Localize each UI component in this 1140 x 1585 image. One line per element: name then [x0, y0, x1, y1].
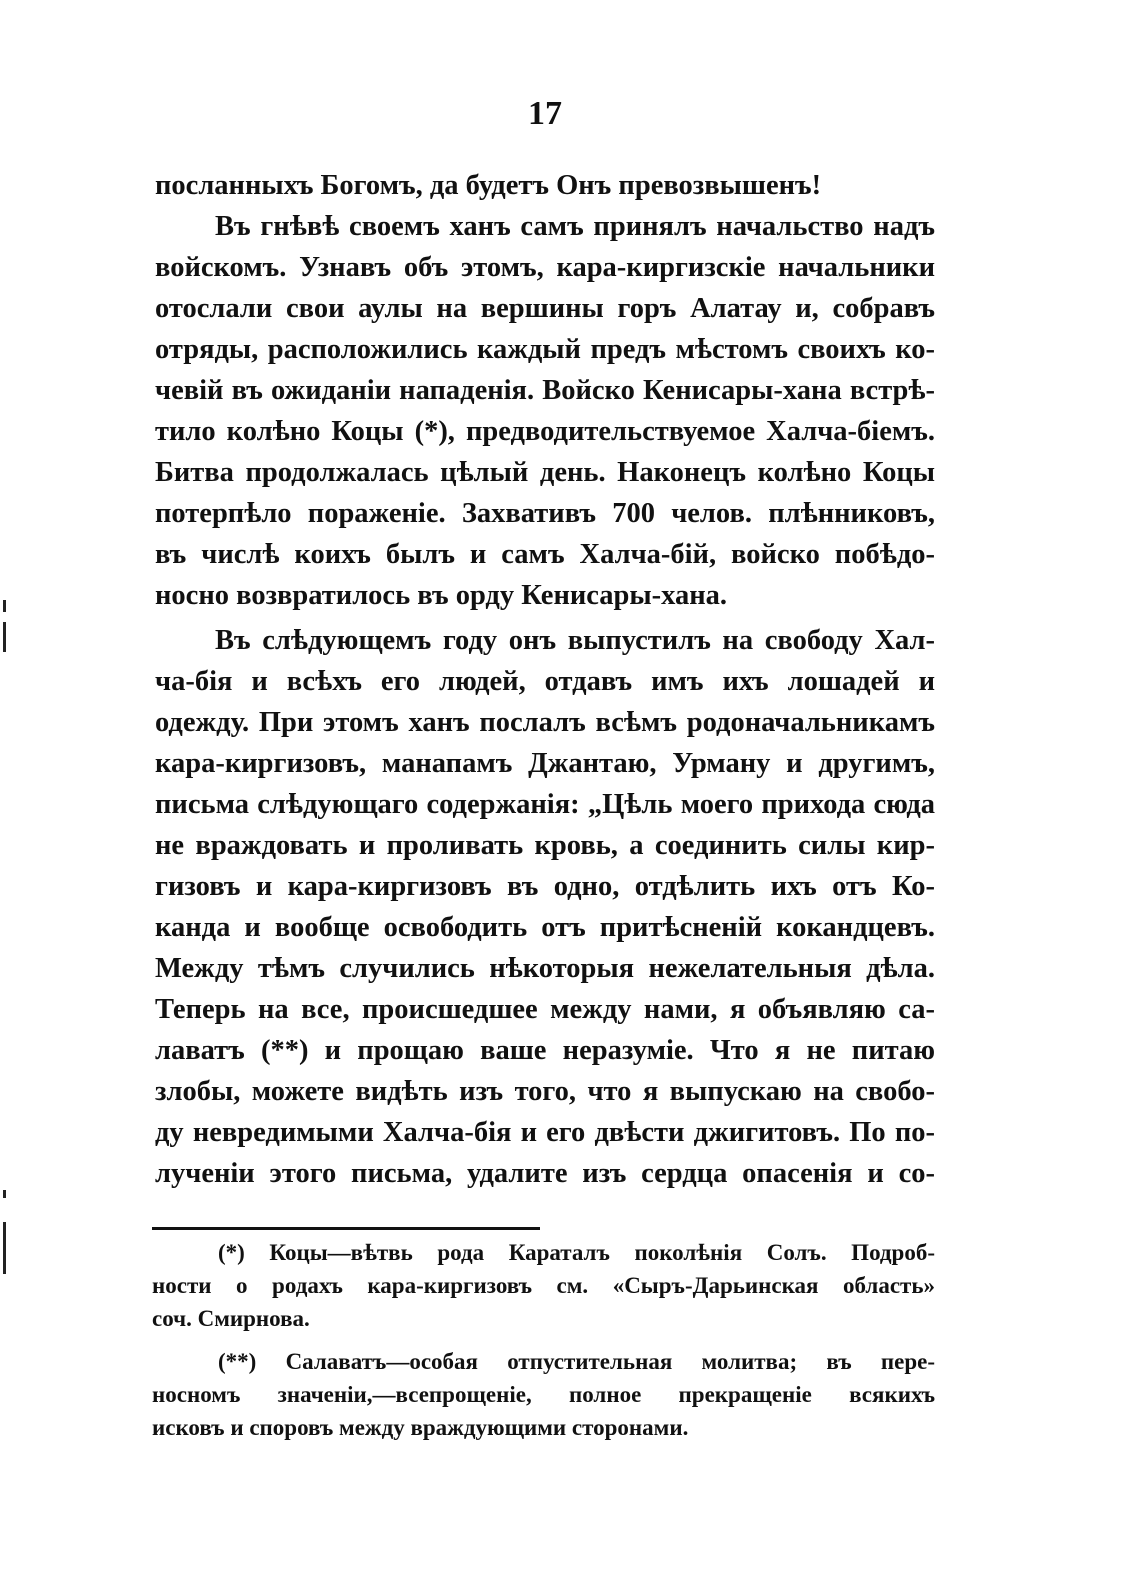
- body-line-1: посланныхъ Богомъ, да будетъ Онъ превозвышенъ!: [155, 170, 822, 201]
- body-line-13: ча-бія и всѣхъ его людей, отдавъ имъ ихъ лошадей и: [155, 666, 935, 697]
- body-line-17: не враждовать и проливать кровь, а соединить силы кир-: [155, 830, 935, 861]
- body-line-7: тило колѣно Коцы (*), предводительствуемое Халча-біемъ.: [155, 416, 935, 447]
- footnote-divider: [152, 1227, 540, 1230]
- body-line-23: злобы, можете видѣть изъ того, что я выпускаю на свобо-: [155, 1076, 935, 1107]
- body-line-16: письма слѣдующаго содержанія: „Цѣль моего прихода сюда: [155, 789, 935, 820]
- scan-margin-mark: [3, 600, 6, 612]
- body-line-6: чевій въ ожиданіи нападенія. Войско Кенисары-хана встрѣ-: [155, 375, 935, 406]
- page-number: 17: [528, 95, 562, 132]
- body-line-8: Битва продолжалась цѣлый день. Наконецъ колѣно Коцы: [155, 457, 935, 488]
- body-line-5: отряды, расположились каждый предъ мѣстомъ своихъ ко-: [155, 334, 935, 365]
- body-line-25: лученіи этого письма, удалите изъ сердца опасенія и со-: [155, 1158, 935, 1189]
- body-line-14: одежду. При этомъ ханъ послалъ всѣмъ родоначальникамъ: [155, 707, 935, 738]
- body-line-18: гизовъ и кара-киргизовъ въ одно, отдѣлить ихъ отъ Ко-: [155, 871, 935, 902]
- body-line-4: отослали свои аулы на вершины горъ Алатау и, собравъ: [155, 293, 935, 324]
- footnote-2-line-2: носномъ значеніи,—всепрощеніе, полное прекращеніе всякихъ: [152, 1382, 935, 1407]
- body-line-10: въ числѣ коихъ былъ и самъ Халча-бій, войско побѣдо-: [155, 539, 935, 570]
- body-line-2: Въ гнѣвѣ своемъ ханъ самъ принялъ начальство надъ: [215, 211, 935, 242]
- body-line-3: войскомъ. Узнавъ объ этомъ, кара-киргизскіе начальники: [155, 252, 935, 283]
- body-line-12: Въ слѣдующемъ году онъ выпустилъ на свободу Хал-: [215, 625, 935, 656]
- body-line-11: носно возвратилось въ орду Кенисары-хана.: [155, 580, 728, 611]
- scan-margin-mark: [3, 1190, 6, 1198]
- footnote-1-line-3: соч. Смирнова.: [152, 1306, 310, 1331]
- body-line-21: Теперь на все, происшедшее между нами, я объявляю са-: [155, 994, 935, 1025]
- body-line-9: потерпѣло пораженіе. Захвативъ 700 челов. плѣнниковъ,: [155, 498, 935, 529]
- footnote-1-line-1: (*) Коцы—вѣтвь рода Караталъ поколѣнія Солъ. Подроб-: [218, 1240, 935, 1265]
- scan-margin-mark: [3, 1222, 6, 1274]
- body-line-20: Между тѣмъ случились нѣкоторыя нежелательныя дѣла.: [155, 953, 935, 984]
- scan-margin-mark: [3, 622, 6, 652]
- body-line-19: канда и вообще освободить отъ притѣсненій кокандцевъ.: [155, 912, 935, 943]
- footnote-2-line-3: исковъ и споровъ между враждующими сторонами.: [152, 1415, 689, 1440]
- body-line-24: ду невредимыми Халча-бія и его двѣсти джигитовъ. По по-: [155, 1117, 935, 1148]
- footnote-2-line-1: (**) Салаватъ—особая отпустительная молитва; въ пере-: [218, 1349, 935, 1374]
- body-line-22: лаватъ (**) и прощаю ваше неразуміе. Что я не питаю: [155, 1035, 935, 1066]
- footnote-1-line-2: ности о родахъ кара-киргизовъ см. «Сыръ-Дарьинская область»: [152, 1273, 935, 1298]
- body-line-15: кара-киргизовъ, манапамъ Джантаю, Урману и другимъ,: [155, 748, 935, 779]
